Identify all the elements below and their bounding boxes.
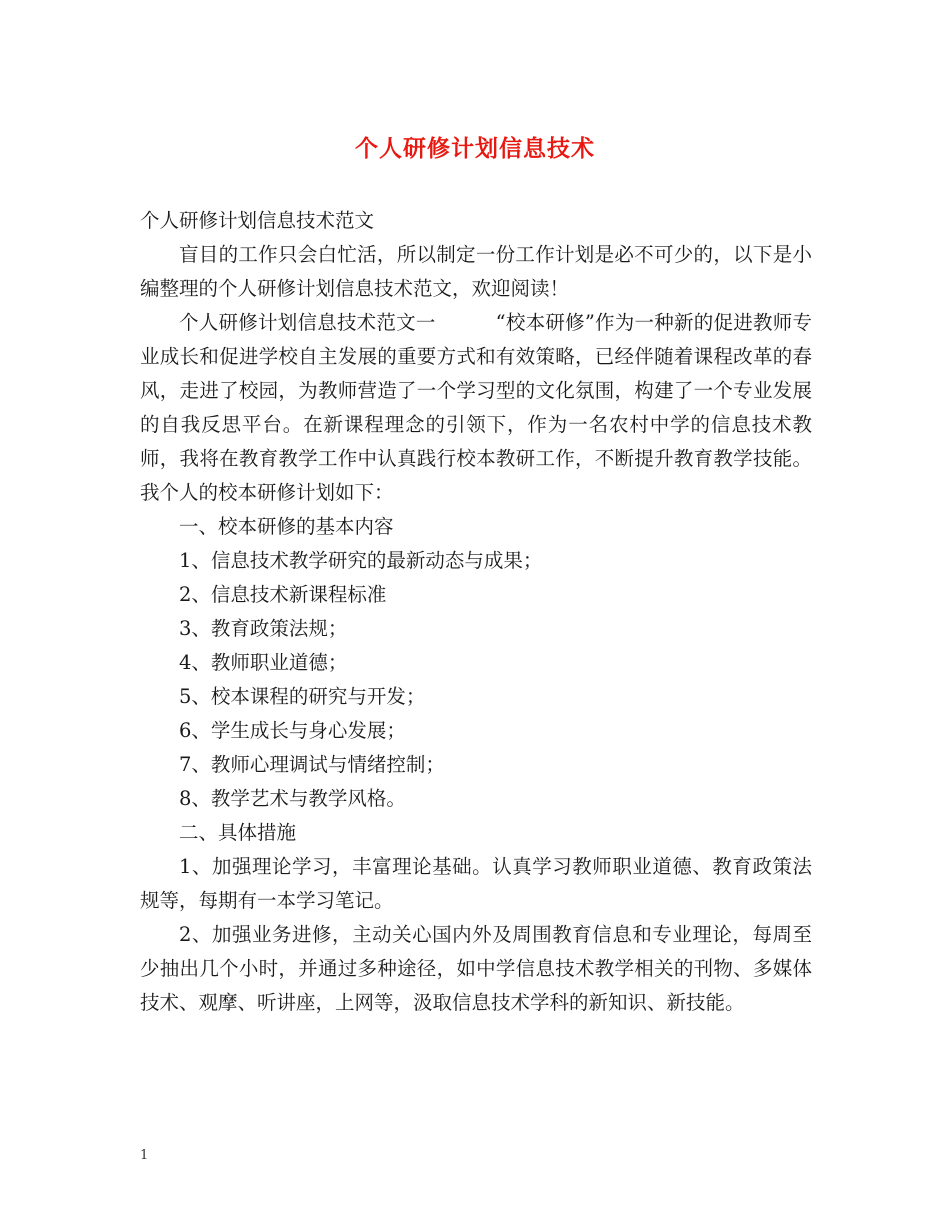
heading-basic-content: 一、校本研修的基本内容	[179, 515, 394, 538]
list-item: 7、教师心理调试与情绪控制；	[179, 753, 445, 776]
list-item: 2、信息技术新课程标准	[179, 583, 387, 606]
section-label: 个人研修计划信息技术范文一	[179, 311, 436, 334]
section-one-paragraph	[140, 306, 812, 510]
measure-paragraph: 1、加强理论学习，丰富理论基础。认真学习教师职业道德、教育政策法规等，每期有一本学习笔记。	[140, 855, 812, 912]
list-item: 6、学生成长与身心发展；	[179, 719, 406, 742]
document-subtitle: 个人研修计划信息技术范文	[140, 209, 375, 232]
list-item: 3、教育政策法规；	[179, 617, 348, 640]
page-number: 1	[140, 1148, 149, 1163]
intro-paragraph: 盲目的工作只会白忙活，所以制定一份工作计划是必不可少的，以下是小编整理的个人研修计划信息技术范文，欢迎阅读！	[140, 243, 812, 300]
list-item: 5、校本课程的研究与开发；	[179, 685, 426, 708]
heading-measures: 二、具体措施	[179, 821, 297, 844]
document-title: 个人研修计划信息技术	[355, 135, 595, 162]
measure-paragraph: 2、加强业务进修，主动关心国内外及周围教育信息和专业理论，每周至少抽出几个小时，并通过多种途径，如中学信息技术教学相关的刊物、多媒体技术、观摩、听讲座，上网等，汲取信息技术学科的新知识、新技能。	[140, 923, 812, 1014]
list-item: 8、教学艺术与教学风格。	[179, 787, 406, 810]
document-body	[140, 204, 812, 1020]
list-item: 1、信息技术教学研究的最新动态与成果；	[179, 549, 543, 572]
list-item: 4、教师职业道德；	[179, 651, 348, 674]
section-body: “校本研修”作为一种新的促进教师专业成长和促进学校自主发展的重要方式和有效策略，已经伴随着课程改革的春风，走进了校园，为教师营造了一个学习型的文化氛围，构建了一个专业发展的自我反思平台。在新课程理念的引领下，作为一名农村中学的信息技术教师，我将在教育教学工作中认真践行校本教研工作，不断提升教育教学技能。我个人的校本研修计划如下：	[140, 311, 812, 504]
